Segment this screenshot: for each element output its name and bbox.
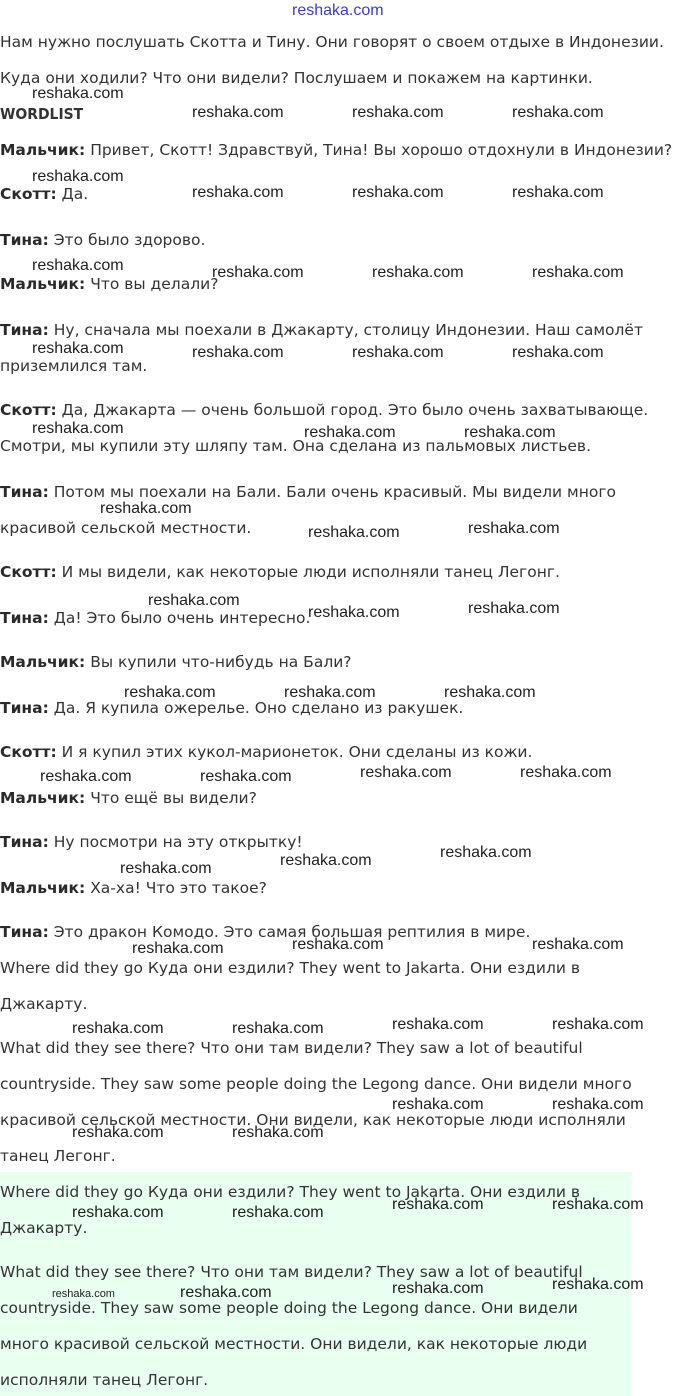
highlighted-answer-line: Джакарту. (0, 1219, 88, 1237)
watermark: reshaka.com (32, 168, 124, 185)
speaker-name: Скотт: (0, 185, 57, 203)
dialogue-line (0, 184, 88, 204)
watermark: reshaka.com (352, 184, 444, 201)
watermark: reshaka.com (132, 940, 224, 957)
dialogue-text: Вы купили что-нибудь на Бали? (85, 653, 352, 671)
highlighted-answer-line: countryside. They saw some people doing the Legong dance. Они видели (0, 1299, 578, 1317)
watermark: reshaka.com (292, 936, 384, 953)
answer-line: countryside. They saw some people doing the Legong dance. Они видели много (0, 1075, 632, 1093)
watermark: reshaka.com (520, 764, 612, 781)
watermark: reshaka.com (532, 936, 624, 953)
watermark: reshaka.com (72, 1204, 164, 1221)
speaker-name: Мальчик: (0, 653, 86, 671)
highlighted-answer-line: Where did they go Куда они ездили? They went to Jakarta. Они ездили в (0, 1183, 580, 1201)
watermark: reshaka.com (532, 264, 624, 281)
dialogue-continuation: красивой сельской местности. (0, 519, 252, 537)
watermark: reshaka.com (32, 340, 124, 357)
speaker-name: Тина: (0, 483, 49, 501)
watermark: reshaka.com (280, 852, 372, 869)
dialogue-line (0, 922, 530, 942)
watermark: reshaka.com (200, 768, 292, 785)
dialogue-text: Ну, сначала мы поехали в Джакарту, столицу Индонезии. Наш самолёт (48, 321, 643, 339)
dialogue-text: И мы видели, как некоторые люди исполняли танец Легонг. (56, 563, 560, 581)
watermark: reshaka.com (552, 1276, 644, 1293)
dialogue-continuation: приземлился там. (0, 357, 148, 375)
speaker-name: Мальчик: (0, 275, 86, 293)
speaker-name: Тина: (0, 231, 49, 249)
wordlist-heading: WORDLIST (0, 105, 84, 123)
watermark: reshaka.com (192, 344, 284, 361)
watermark: reshaka.com (552, 1196, 644, 1213)
watermark: reshaka.com (552, 1096, 644, 1113)
speaker-name: Скотт: (0, 563, 57, 581)
dialogue-line (0, 608, 310, 628)
dialogue-text: Это дракон Комодо. Это самая большая рептилия в мире. (48, 923, 531, 941)
watermark: reshaka.com (148, 592, 240, 609)
watermark: reshaka.com (72, 1124, 164, 1141)
answer-line: Where did they go Куда они ездили? They went to Jakarta. Они ездили в (0, 959, 580, 977)
watermark: reshaka.com (232, 1204, 324, 1221)
watermark: reshaka.com (308, 604, 400, 621)
site-link[interactable]: reshaka.com (292, 2, 384, 19)
speaker-name: Мальчик: (0, 879, 86, 897)
dialogue-text: Привет, Скотт! Здравствуй, Тина! Вы хорошо отдохнули в Индонезии? (85, 141, 673, 159)
intro-line: Нам нужно послушать Скотта и Тину. Они говорят о своем отдыхе в Индонезии. (0, 33, 664, 51)
answer-line: красивой сельской местности. Они видели, как некоторые люди исполняли (0, 1111, 626, 1129)
dialogue-line (0, 140, 672, 160)
speaker-name: Тина: (0, 321, 49, 339)
watermark: reshaka.com (192, 104, 284, 121)
dialogue-line (0, 832, 303, 852)
watermark: reshaka.com (192, 184, 284, 201)
answer-line: Джакарту. (0, 995, 88, 1013)
dialogue-line (0, 698, 463, 718)
watermark: reshaka.com (232, 1124, 324, 1141)
watermark: reshaka.com (212, 264, 304, 281)
dialogue-text: Да! Это было очень интересно. (48, 609, 311, 627)
watermark: reshaka.com (284, 684, 376, 701)
watermark: reshaka.com (392, 1016, 484, 1033)
speaker-name: Мальчик: (0, 789, 86, 807)
dialogue-line (0, 788, 257, 808)
dialogue-line (0, 230, 205, 250)
dialogue-line (0, 482, 616, 502)
dialogue-text: Ну посмотри на эту открытку! (48, 833, 303, 851)
watermark: reshaka.com (100, 500, 192, 517)
speaker-name: Тина: (0, 833, 49, 851)
watermark: reshaka.com (512, 184, 604, 201)
speaker-name: Скотт: (0, 401, 57, 419)
speaker-name: Мальчик: (0, 141, 86, 159)
watermark: reshaka.com (464, 424, 556, 441)
dialogue-line (0, 400, 648, 420)
watermark: reshaka.com (52, 1288, 115, 1300)
dialogue-text: Что ещё вы видели? (85, 789, 257, 807)
dialogue-continuation: Смотри, мы купили эту шляпу там. Она сделана из пальмовых листьев. (0, 437, 591, 455)
intro-line: Куда они ходили? Что они видели? Послушаем и покажем на картинки. (0, 69, 593, 87)
highlighted-answer-line: исполняли танец Легонг. (0, 1371, 209, 1389)
dialogue-line (0, 562, 560, 582)
dialogue-text: Это было здорово. (48, 231, 206, 249)
dialogue-text: И я купил этих кукол-марионеток. Они сделаны из кожи. (56, 743, 533, 761)
watermark: reshaka.com (120, 860, 212, 877)
watermark: reshaka.com (232, 1020, 324, 1037)
dialogue-text: Да, Джакарта — очень большой город. Это было очень захватывающе. (56, 401, 649, 419)
answer-line: танец Легонг. (0, 1147, 116, 1165)
watermark: reshaka.com (32, 257, 124, 274)
speaker-name: Скотт: (0, 743, 57, 761)
dialogue-line (0, 878, 267, 898)
speaker-name: Тина: (0, 609, 49, 627)
watermark: reshaka.com (392, 1280, 484, 1297)
watermark: reshaka.com (512, 104, 604, 121)
dialogue-line (0, 274, 218, 294)
dialogue-line (0, 320, 643, 340)
watermark: reshaka.com (372, 264, 464, 281)
watermark: reshaka.com (392, 1096, 484, 1113)
dialogue-text: Что вы делали? (85, 275, 219, 293)
speaker-name: Тина: (0, 699, 49, 717)
watermark: reshaka.com (468, 520, 560, 537)
watermark: reshaka.com (552, 1016, 644, 1033)
watermark: reshaka.com (468, 600, 560, 617)
watermark: reshaka.com (352, 104, 444, 121)
watermark: reshaka.com (440, 844, 532, 861)
watermark: reshaka.com (308, 524, 400, 541)
watermark: reshaka.com (32, 85, 124, 102)
dialogue-text: Да. Я купила ожерелье. Оно сделано из ракушек. (48, 699, 464, 717)
watermark: reshaka.com (352, 344, 444, 361)
watermark: reshaka.com (72, 1020, 164, 1037)
highlighted-answer-line: много красивой сельской местности. Они видели, как некоторые люди (0, 1335, 588, 1353)
watermark: reshaka.com (180, 1284, 272, 1301)
watermark: reshaka.com (360, 764, 452, 781)
dialogue-text: Да. (56, 185, 89, 203)
watermark: reshaka.com (392, 1196, 484, 1213)
speaker-name: Тина: (0, 923, 49, 941)
dialogue-text: Ха-ха! Что это такое? (85, 879, 267, 897)
highlighted-answer-line: What did they see there? Что они там видели? They saw a lot of beautiful (0, 1263, 583, 1281)
answer-line: What did they see there? Что они там видели? They saw a lot of beautiful (0, 1039, 583, 1057)
watermark: reshaka.com (32, 420, 124, 437)
dialogue-text: Потом мы поехали на Бали. Бали очень красивый. Мы видели много (48, 483, 616, 501)
watermark: reshaka.com (124, 684, 216, 701)
watermark: reshaka.com (444, 684, 536, 701)
dialogue-line (0, 652, 352, 672)
dialogue-line (0, 742, 532, 762)
watermark: reshaka.com (304, 424, 396, 441)
watermark: reshaka.com (512, 344, 604, 361)
watermark: reshaka.com (40, 768, 132, 785)
